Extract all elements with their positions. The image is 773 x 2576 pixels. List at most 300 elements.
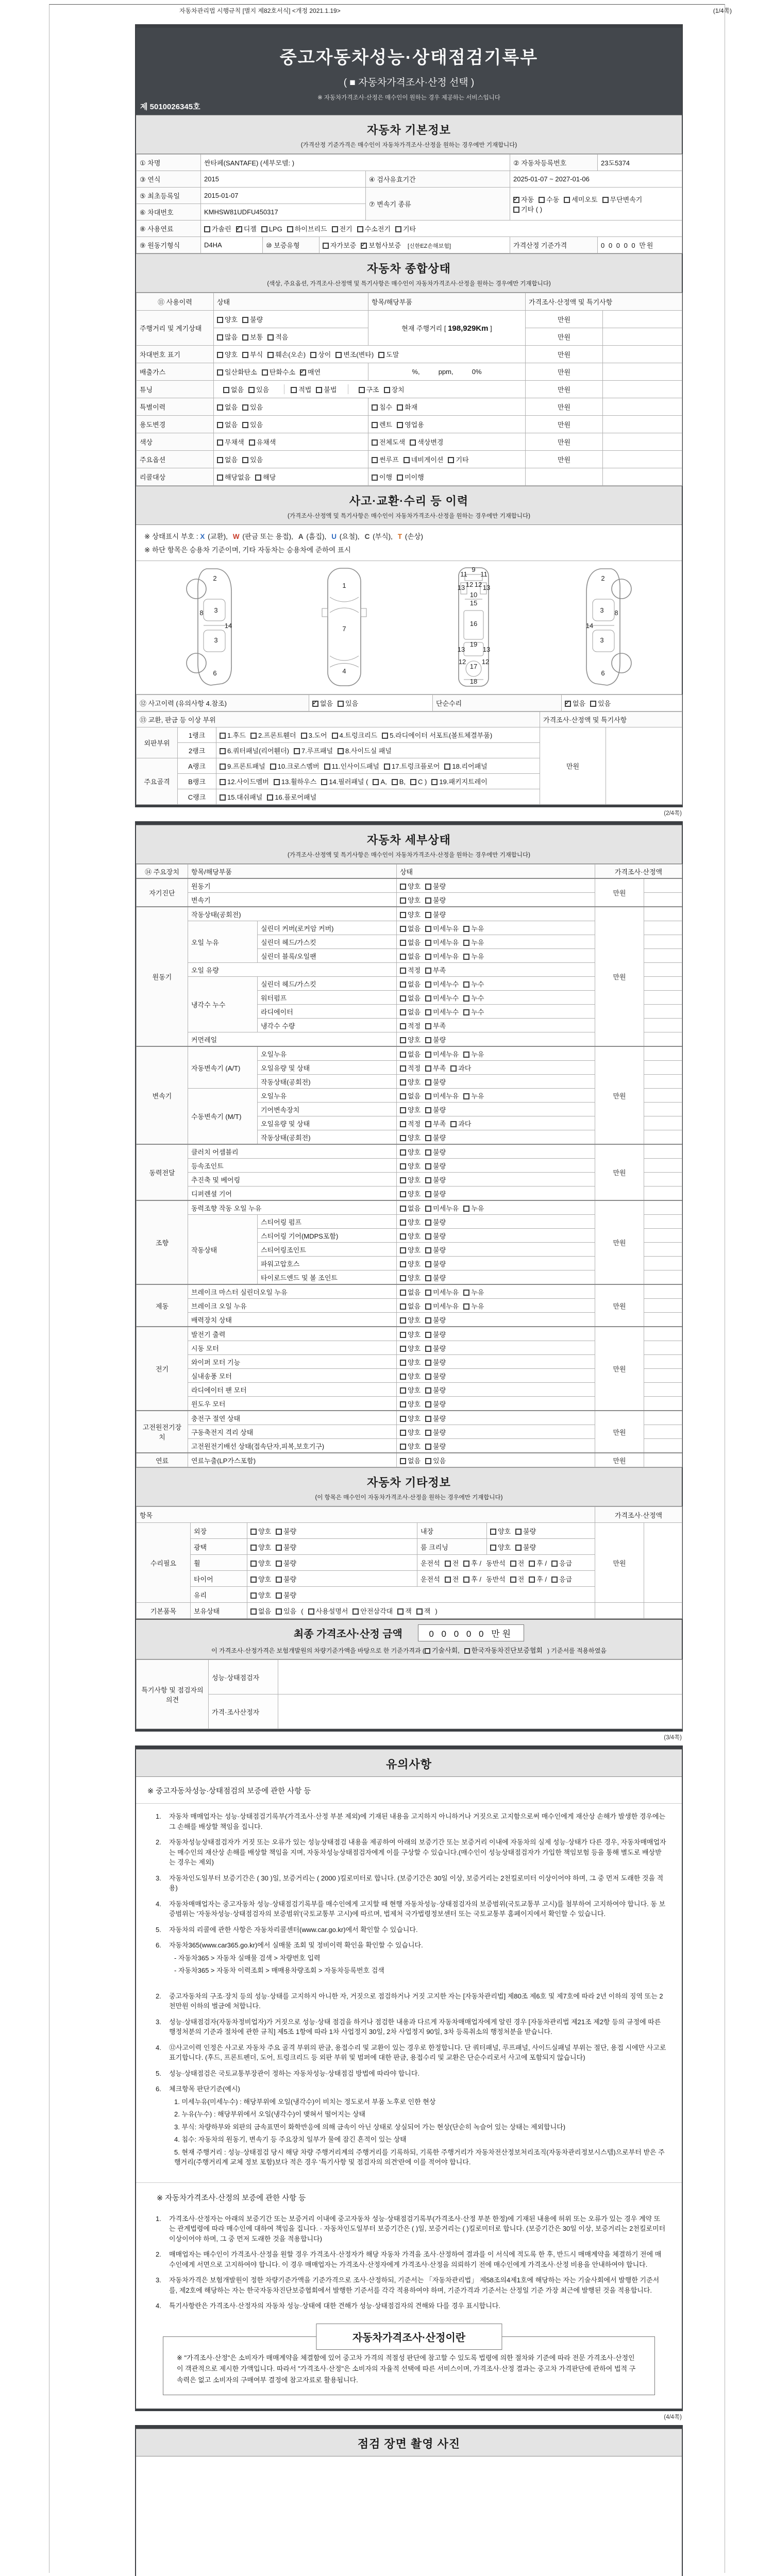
checkbox[interactable] xyxy=(332,733,338,739)
checkbox[interactable] xyxy=(400,1374,406,1380)
checkbox[interactable] xyxy=(425,995,431,1002)
checkbox[interactable] xyxy=(510,1561,516,1567)
checkbox[interactable] xyxy=(463,1561,469,1567)
price-cell: 만원 xyxy=(595,1453,644,1467)
option-group xyxy=(397,1369,595,1383)
checkbox[interactable] xyxy=(291,387,297,393)
checkbox[interactable] xyxy=(400,1219,406,1226)
option-label: 불량 xyxy=(283,1543,297,1551)
option-label: 장치 xyxy=(391,386,405,394)
checkbox[interactable] xyxy=(400,1009,406,1015)
checkbox[interactable] xyxy=(463,981,469,988)
checkbox[interactable] xyxy=(400,1052,406,1058)
option-label: 불량 xyxy=(433,1218,446,1226)
checkbox[interactable] xyxy=(425,1374,431,1380)
checkbox[interactable] xyxy=(395,226,401,232)
checkbox[interactable] xyxy=(250,1545,257,1551)
checkbox[interactable] xyxy=(276,1608,282,1615)
checkbox[interactable] xyxy=(255,474,261,481)
checkbox[interactable] xyxy=(217,317,223,323)
diagram-part-number: 8 xyxy=(199,609,204,617)
checkbox[interactable] xyxy=(217,457,223,463)
checkbox[interactable] xyxy=(400,1416,406,1422)
checkbox[interactable] xyxy=(425,1121,431,1127)
checkbox[interactable] xyxy=(425,1317,431,1324)
checkbox[interactable] xyxy=(425,884,431,890)
checkbox[interactable] xyxy=(425,1107,431,1113)
checkbox[interactable] xyxy=(425,926,431,932)
option-group xyxy=(397,1355,595,1369)
checkbox[interactable] xyxy=(276,1577,282,1583)
checkbox[interactable] xyxy=(372,404,378,411)
checkbox[interactable] xyxy=(335,352,342,358)
checkbox[interactable] xyxy=(262,369,268,376)
note-cell xyxy=(644,1103,682,1116)
checkbox[interactable] xyxy=(400,1206,406,1212)
checkbox[interactable] xyxy=(450,1121,457,1127)
part-label: 시동 모터 xyxy=(188,1341,397,1355)
checkbox[interactable] xyxy=(490,1545,496,1551)
checkbox[interactable] xyxy=(463,926,469,932)
checkbox[interactable] xyxy=(425,897,431,904)
checkbox[interactable] xyxy=(425,1093,431,1099)
checkbox[interactable] xyxy=(410,439,416,446)
checkbox[interactable] xyxy=(310,352,316,358)
checkbox[interactable] xyxy=(425,1360,431,1366)
checkbox[interactable] xyxy=(270,764,276,770)
checkbox[interactable] xyxy=(392,779,398,785)
checkbox[interactable] xyxy=(242,404,248,411)
checkbox[interactable] xyxy=(425,1275,431,1281)
option-group xyxy=(216,774,540,789)
group-label: 기본품목 xyxy=(137,1603,191,1619)
checkbox[interactable] xyxy=(425,1401,431,1408)
checkbox[interactable] xyxy=(372,439,378,446)
checkbox[interactable] xyxy=(397,404,403,411)
option-label: 17.트렁크플로어 xyxy=(391,762,440,771)
checkbox[interactable] xyxy=(425,1247,431,1253)
checkbox[interactable] xyxy=(425,1387,431,1394)
checkbox[interactable] xyxy=(267,352,274,358)
option-label: 양호 xyxy=(408,1330,421,1338)
checkbox[interactable] xyxy=(602,197,609,203)
checkbox[interactable] xyxy=(359,387,365,393)
row-label: 차대번호 표기 xyxy=(137,346,214,363)
checkbox[interactable] xyxy=(425,1163,431,1170)
option-label: 적정 xyxy=(408,966,421,974)
checkbox[interactable] xyxy=(274,779,280,785)
checkbox[interactable] xyxy=(400,1135,406,1141)
checkbox[interactable] xyxy=(425,1303,431,1310)
checkbox[interactable] xyxy=(425,1135,431,1141)
checkbox[interactable] xyxy=(323,243,329,249)
checkbox[interactable] xyxy=(551,1561,558,1567)
checkbox[interactable] xyxy=(400,897,406,904)
checkbox[interactable] xyxy=(445,1577,451,1583)
checkbox[interactable] xyxy=(400,1317,406,1324)
row-label: 배출가스 xyxy=(137,363,214,381)
option-group xyxy=(397,878,595,893)
option xyxy=(490,1526,511,1536)
option xyxy=(316,384,337,394)
checkbox[interactable] xyxy=(425,912,431,918)
checkbox[interactable] xyxy=(384,387,390,393)
option-label: 양호 xyxy=(225,316,238,324)
checkbox[interactable] xyxy=(338,748,344,754)
warranty-insurer: [신한EZ손해보험] xyxy=(408,243,451,249)
checkbox[interactable] xyxy=(515,1529,522,1535)
checkbox[interactable] xyxy=(564,197,570,203)
checkbox[interactable] xyxy=(529,1577,535,1583)
checkbox[interactable] xyxy=(400,995,406,1002)
checkbox[interactable] xyxy=(400,981,406,988)
option xyxy=(250,1574,271,1584)
checkbox[interactable] xyxy=(242,352,248,358)
checkbox[interactable] xyxy=(397,474,403,481)
checkbox[interactable] xyxy=(400,1177,406,1183)
checkbox[interactable] xyxy=(287,226,293,232)
checkbox[interactable] xyxy=(463,954,469,960)
checkbox[interactable] xyxy=(425,1177,431,1183)
checkbox[interactable] xyxy=(217,352,223,358)
checkbox[interactable] xyxy=(378,352,384,358)
checkbox[interactable] xyxy=(425,1206,431,1212)
checkbox[interactable] xyxy=(220,733,226,739)
checkbox[interactable] xyxy=(217,439,223,446)
checkbox[interactable] xyxy=(248,387,255,393)
group-label: 동력전달 xyxy=(137,1144,188,1200)
checkbox[interactable] xyxy=(425,1149,431,1156)
checkbox[interactable] xyxy=(425,1037,431,1043)
checkbox[interactable] xyxy=(400,884,406,890)
checkbox[interactable] xyxy=(400,1093,406,1099)
section-photo-sign xyxy=(135,2425,683,2576)
checkbox-checked[interactable] xyxy=(236,226,242,232)
checkbox[interactable] xyxy=(249,439,255,446)
checkbox[interactable] xyxy=(332,226,338,232)
note-cell xyxy=(644,1159,682,1173)
checkbox[interactable] xyxy=(400,1346,406,1352)
option-label: 불량 xyxy=(433,1190,446,1198)
checkbox[interactable] xyxy=(400,1191,406,1197)
option-label: 누유 xyxy=(471,1204,484,1212)
option xyxy=(338,698,358,708)
option xyxy=(242,349,263,359)
option-label: 양호 xyxy=(258,1543,272,1551)
checkbox[interactable] xyxy=(404,457,410,463)
option-label: 양호 xyxy=(408,896,421,904)
note-cell xyxy=(644,935,682,949)
checkbox[interactable] xyxy=(425,981,431,988)
checkbox[interactable] xyxy=(250,1577,257,1583)
option-group xyxy=(397,1453,595,1467)
checkbox[interactable] xyxy=(276,1561,282,1567)
note-cell xyxy=(644,921,682,935)
checkbox[interactable] xyxy=(267,794,273,801)
option xyxy=(410,778,427,786)
note-cell xyxy=(644,1144,682,1159)
checkbox[interactable] xyxy=(372,457,378,463)
option xyxy=(421,1574,440,1584)
option xyxy=(332,224,352,233)
option-label: 없음 xyxy=(408,1204,421,1212)
checkbox[interactable] xyxy=(400,1079,406,1086)
checkbox[interactable] xyxy=(463,1303,469,1310)
checkbox[interactable] xyxy=(400,1332,406,1338)
checkbox[interactable] xyxy=(464,1648,470,1654)
checkbox[interactable] xyxy=(308,1608,314,1615)
checkbox[interactable] xyxy=(425,1430,431,1436)
checkbox[interactable] xyxy=(400,1149,406,1156)
subgroup-label: 타이어 xyxy=(191,1571,247,1587)
checkbox[interactable] xyxy=(425,1233,431,1240)
checkbox[interactable] xyxy=(276,1529,282,1535)
option xyxy=(425,1077,446,1087)
checkbox[interactable] xyxy=(425,1009,431,1015)
checkbox[interactable] xyxy=(425,1648,430,1654)
checkbox[interactable] xyxy=(400,1065,406,1072)
checkbox[interactable] xyxy=(425,1458,431,1464)
checkbox[interactable] xyxy=(250,1561,257,1567)
checkbox-checked[interactable] xyxy=(300,369,306,376)
checkbox[interactable] xyxy=(463,1290,469,1296)
checkbox[interactable] xyxy=(400,968,406,974)
checkbox[interactable] xyxy=(321,779,327,785)
option xyxy=(425,1385,446,1395)
checkbox[interactable] xyxy=(529,1561,535,1567)
option xyxy=(400,1357,421,1367)
checkbox[interactable] xyxy=(513,207,519,213)
checkbox[interactable] xyxy=(357,226,363,232)
checkbox[interactable] xyxy=(425,968,431,974)
checkbox[interactable] xyxy=(250,1608,257,1615)
checkbox[interactable] xyxy=(551,1577,558,1583)
part-label: 워터펌프 xyxy=(258,991,397,1005)
option xyxy=(551,1574,572,1584)
option xyxy=(425,1371,446,1381)
checkbox[interactable] xyxy=(384,764,390,770)
option-label: B, xyxy=(399,778,406,786)
checkbox[interactable] xyxy=(338,701,344,707)
option-label: 침수 xyxy=(379,403,393,411)
checkbox[interactable] xyxy=(397,1608,404,1615)
column-header: 항목/해당부품 xyxy=(188,865,397,879)
checkbox[interactable] xyxy=(267,334,274,341)
checkbox[interactable] xyxy=(425,1444,431,1450)
checkbox[interactable] xyxy=(463,1093,469,1099)
option-label: 미세누수 xyxy=(433,980,459,988)
option-label: 사용설명서 xyxy=(315,1607,348,1615)
checkbox[interactable] xyxy=(400,1458,406,1464)
section-subtitle: (이 항목은 매수인이 자동차가격조사·산정을 원하는 경우에만 기재합니다) xyxy=(315,1495,503,1501)
checkbox-checked[interactable] xyxy=(361,243,367,249)
option-group xyxy=(247,1571,417,1587)
checkbox[interactable] xyxy=(400,1261,406,1267)
checkbox[interactable] xyxy=(220,779,226,785)
note-cell xyxy=(644,1089,682,1103)
option-label: 불량 xyxy=(433,910,446,919)
checkbox[interactable] xyxy=(373,779,379,785)
checkbox[interactable] xyxy=(400,912,406,918)
checkbox[interactable] xyxy=(220,794,226,801)
note-cell xyxy=(644,1215,682,1229)
diagram-part-number: 2 xyxy=(213,574,217,583)
checkbox[interactable] xyxy=(400,1023,406,1029)
checkbox[interactable] xyxy=(217,334,223,341)
checkbox[interactable] xyxy=(220,764,226,770)
checkbox[interactable] xyxy=(400,1430,406,1436)
checkbox[interactable] xyxy=(250,1592,257,1599)
checkbox[interactable] xyxy=(372,474,378,481)
checkbox[interactable] xyxy=(463,1577,469,1583)
checkbox[interactable] xyxy=(250,733,257,739)
checkbox[interactable] xyxy=(425,1332,431,1338)
checkbox[interactable] xyxy=(400,1107,406,1113)
price-cell: 만원 xyxy=(526,381,603,398)
checkbox[interactable] xyxy=(400,1275,406,1281)
checkbox[interactable] xyxy=(352,1608,359,1615)
checkbox[interactable] xyxy=(242,334,248,341)
option xyxy=(425,1035,446,1044)
checkbox[interactable] xyxy=(400,940,406,946)
checkbox[interactable] xyxy=(242,317,248,323)
column-header: 가격조사·산정액 xyxy=(595,1507,682,1523)
checkbox[interactable] xyxy=(463,1052,469,1058)
checkbox[interactable] xyxy=(425,1261,431,1267)
checkbox[interactable] xyxy=(425,1065,431,1072)
checkbox[interactable] xyxy=(400,954,406,960)
checkbox[interactable] xyxy=(463,940,469,946)
checkbox[interactable] xyxy=(425,1416,431,1422)
option xyxy=(249,437,276,447)
checkbox[interactable] xyxy=(242,422,248,428)
checkbox[interactable] xyxy=(425,1023,431,1029)
checkbox[interactable] xyxy=(400,1121,406,1127)
checkbox[interactable] xyxy=(425,1191,431,1197)
option xyxy=(276,1526,296,1536)
checkbox[interactable] xyxy=(400,926,406,932)
checkbox[interactable] xyxy=(425,940,431,946)
option-label: 19.패키지트레이 xyxy=(439,778,488,786)
option-label: 없음 xyxy=(408,1050,421,1058)
checkbox[interactable] xyxy=(220,748,226,754)
checkbox[interactable] xyxy=(316,387,322,393)
state-symbol-legend: ※ 상태표시 부호 : X (교환), W (판금 또는 용접), A (흠집), U (요철), C (부식), T (손상) ※ 하단 항목은 승용차 기준이며, 기타 자동차는 승용차에 준하여 표시 xyxy=(136,525,682,561)
checkbox[interactable] xyxy=(448,457,454,463)
checkbox[interactable] xyxy=(410,779,416,785)
checkbox-checked[interactable] xyxy=(312,701,318,707)
option xyxy=(250,1590,271,1600)
checkbox[interactable] xyxy=(539,197,545,203)
checkbox[interactable] xyxy=(425,1346,431,1352)
checkbox[interactable] xyxy=(372,422,378,428)
checkbox[interactable] xyxy=(425,954,431,960)
checkbox[interactable] xyxy=(242,457,248,463)
checkbox[interactable] xyxy=(223,387,229,393)
price-cell: 만원 xyxy=(595,1411,644,1453)
checkbox[interactable] xyxy=(416,1608,423,1615)
part-label: 작동상태(공회전) xyxy=(188,907,397,921)
option-group xyxy=(487,1523,595,1539)
checkbox[interactable] xyxy=(431,779,438,785)
checkbox[interactable] xyxy=(250,1529,257,1535)
checkbox[interactable] xyxy=(204,226,210,232)
checkbox[interactable] xyxy=(400,1387,406,1394)
checkbox[interactable] xyxy=(425,1079,431,1086)
checkbox[interactable] xyxy=(324,764,330,770)
checkbox[interactable] xyxy=(510,1577,516,1583)
checkbox[interactable] xyxy=(463,1009,469,1015)
checkbox[interactable] xyxy=(590,701,596,707)
note-cell xyxy=(603,433,682,451)
checkbox[interactable] xyxy=(400,1444,406,1450)
checkbox[interactable] xyxy=(515,1545,522,1551)
checkbox[interactable] xyxy=(382,733,388,739)
checkbox[interactable] xyxy=(217,369,223,376)
checkbox[interactable] xyxy=(217,474,223,481)
checkbox[interactable] xyxy=(217,404,223,411)
option-label: 불량 xyxy=(433,1330,446,1338)
option xyxy=(395,224,416,233)
checkbox[interactable] xyxy=(450,1065,457,1072)
option-label: 기타 xyxy=(402,225,416,233)
checkbox[interactable] xyxy=(400,1163,406,1170)
option-group xyxy=(397,1019,595,1032)
checkbox[interactable] xyxy=(400,1247,406,1253)
checkbox[interactable] xyxy=(217,422,223,428)
checkbox[interactable] xyxy=(425,1290,431,1296)
option xyxy=(529,1558,547,1568)
checkbox[interactable] xyxy=(425,1219,431,1226)
checkbox[interactable] xyxy=(400,1360,406,1366)
option xyxy=(425,1455,446,1465)
checkbox[interactable] xyxy=(400,1233,406,1240)
checkbox[interactable] xyxy=(261,226,267,232)
checkbox[interactable] xyxy=(276,1545,282,1551)
checkbox[interactable] xyxy=(276,1592,282,1599)
row-label: 주행거리 및 계기상태 xyxy=(137,311,214,346)
checkbox[interactable] xyxy=(294,748,300,754)
option-label: 양호 xyxy=(258,1575,272,1583)
checkbox[interactable] xyxy=(400,1037,406,1043)
checkbox[interactable] xyxy=(400,1303,406,1310)
diagram-part-number: 13 xyxy=(458,646,465,654)
checkbox[interactable] xyxy=(445,1561,451,1567)
option-label: 누수 xyxy=(471,980,484,988)
option-group xyxy=(397,1383,595,1397)
note-cell xyxy=(644,1341,682,1355)
option-label: 양호 xyxy=(408,1133,421,1142)
checkbox-checked[interactable] xyxy=(513,197,519,203)
part-label: 오일유량 및 상태 xyxy=(258,1061,397,1075)
checkbox[interactable] xyxy=(444,764,450,770)
checkbox[interactable] xyxy=(400,1401,406,1408)
option-label: 미세누유 xyxy=(433,1204,459,1212)
option xyxy=(384,761,440,771)
checkbox[interactable] xyxy=(425,1052,431,1058)
option-label: 훼손(오손) xyxy=(275,351,306,359)
checkbox[interactable] xyxy=(463,1206,469,1212)
checkbox[interactable] xyxy=(301,733,307,739)
document-number: 제 5010026345호 xyxy=(140,103,200,111)
checkbox-checked[interactable] xyxy=(565,701,571,707)
checkbox[interactable] xyxy=(463,995,469,1002)
option xyxy=(463,1287,484,1297)
note-cell xyxy=(603,398,682,416)
checkbox[interactable] xyxy=(490,1529,496,1535)
checkbox[interactable] xyxy=(397,422,403,428)
checkbox[interactable] xyxy=(400,1290,406,1296)
